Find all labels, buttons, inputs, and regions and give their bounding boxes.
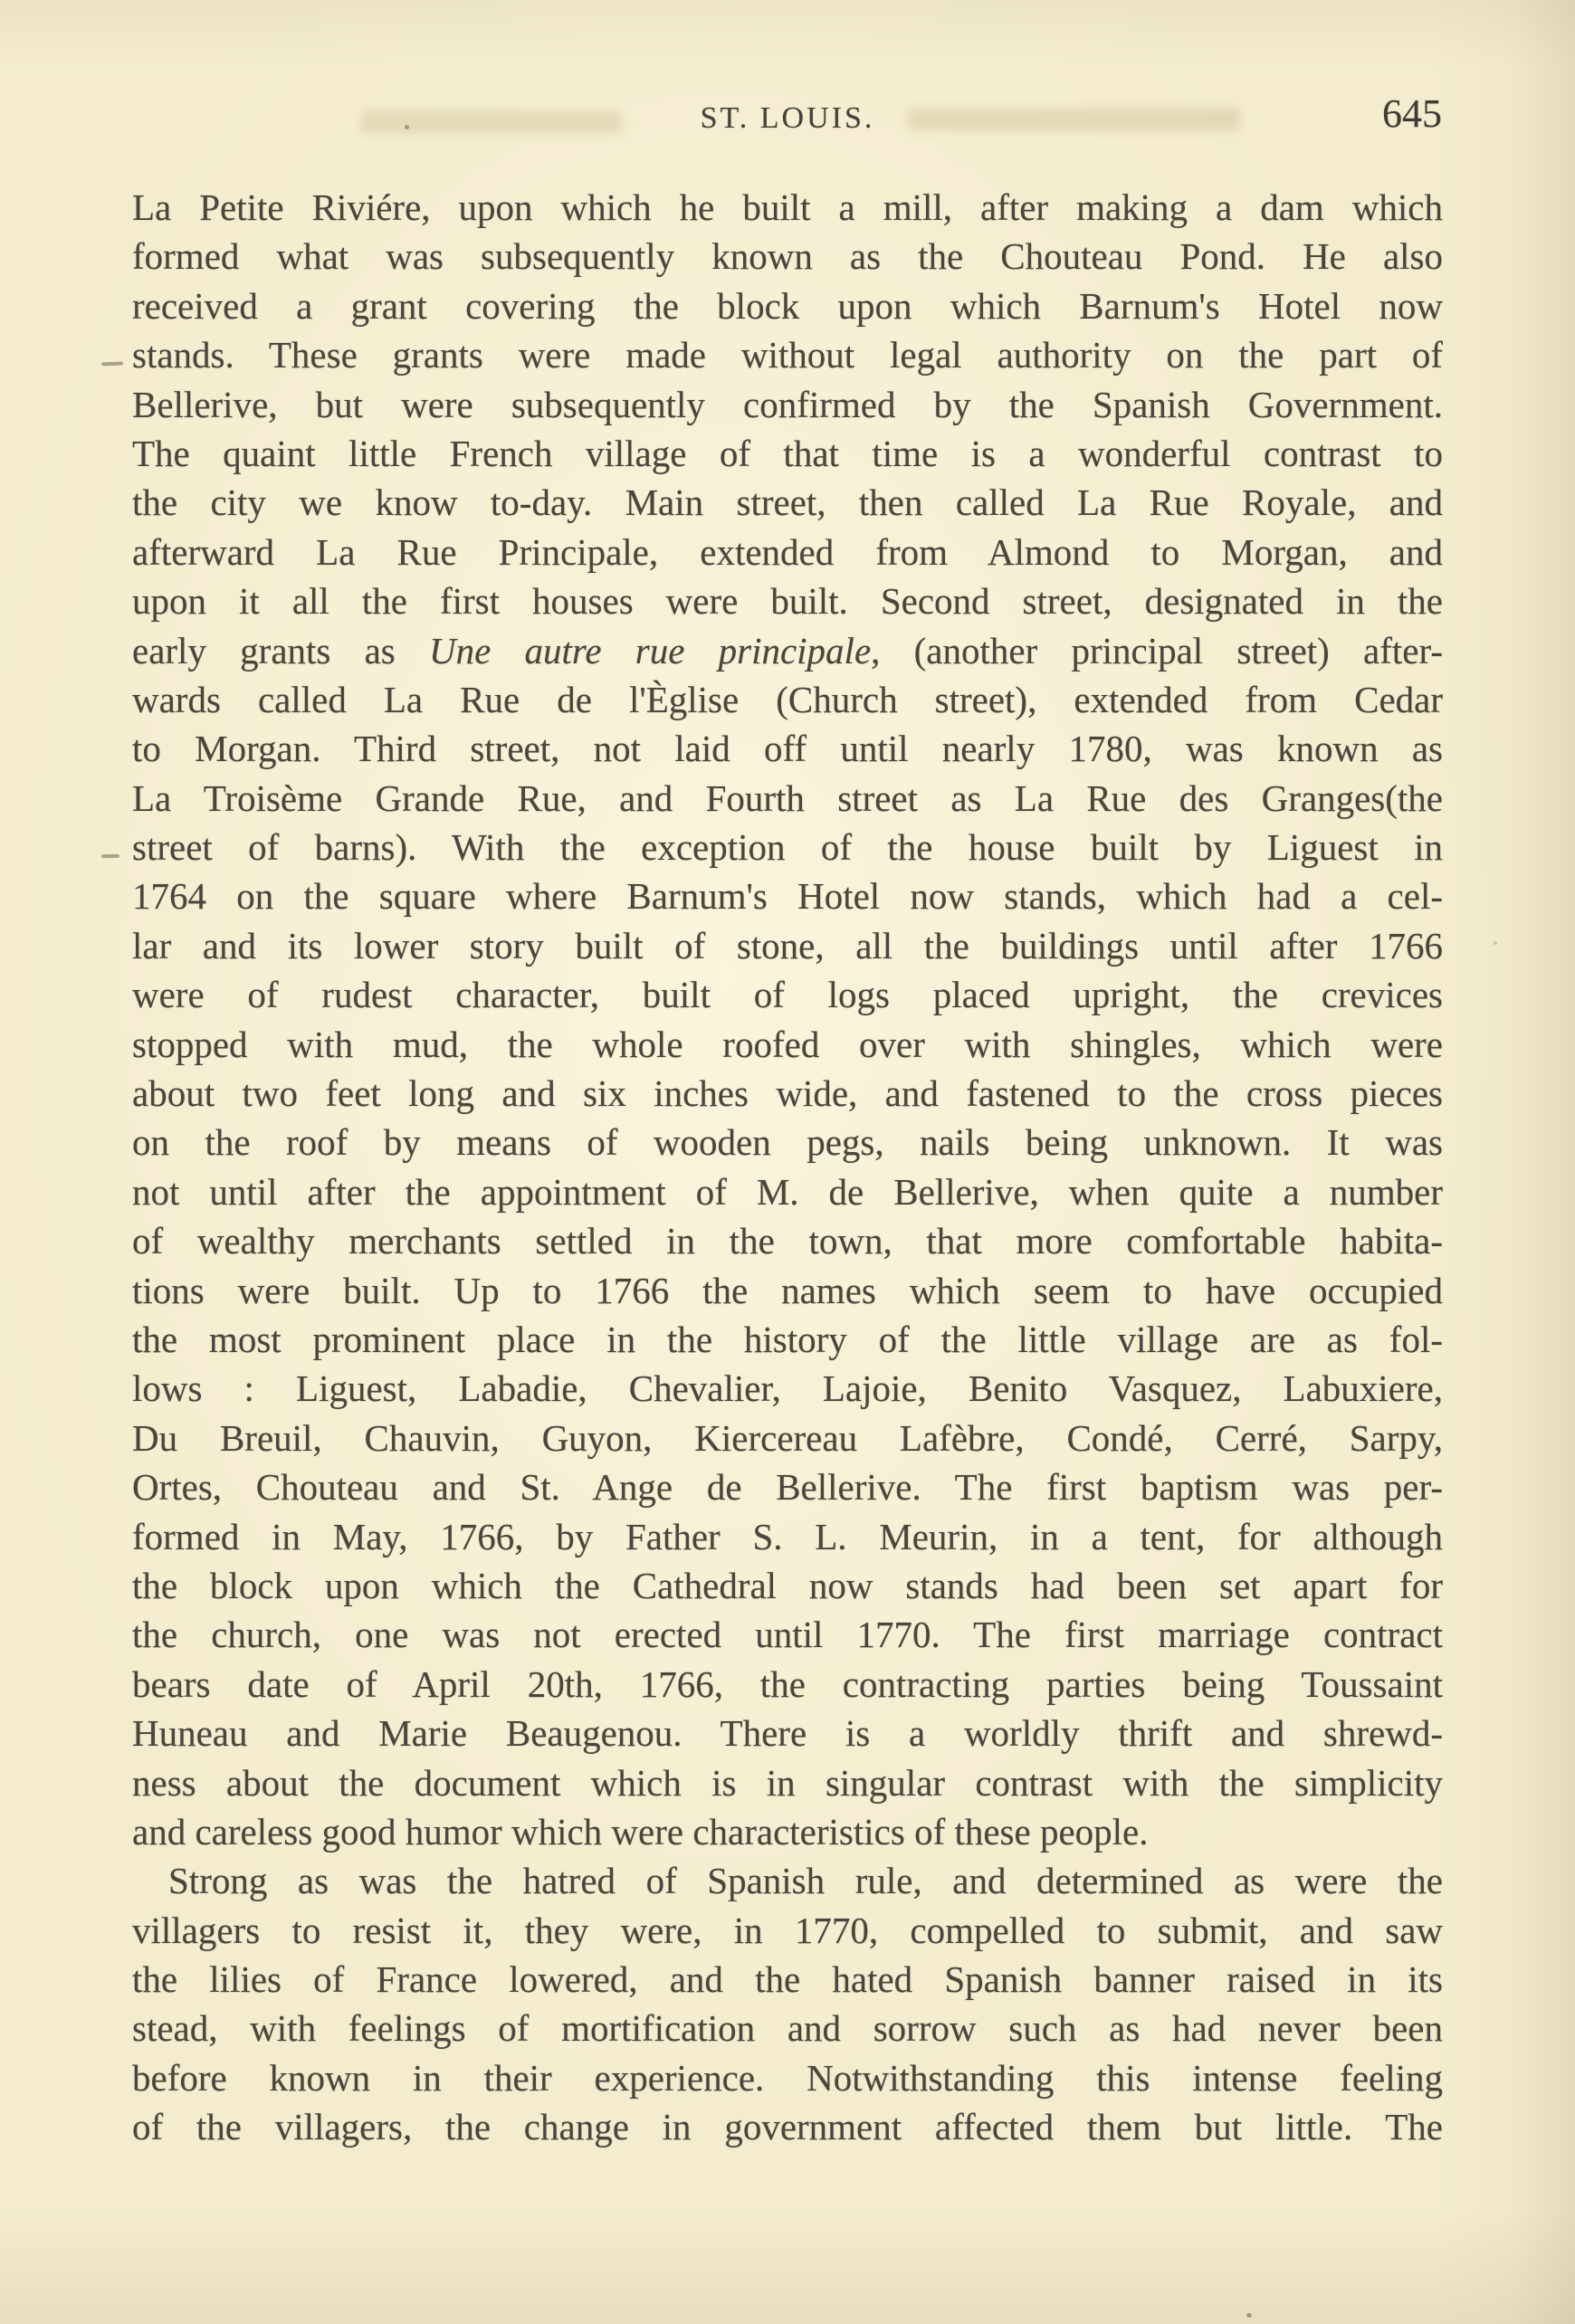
text-line	[132, 429, 1443, 478]
text-line	[132, 1610, 1443, 1659]
text-line	[132, 1364, 1443, 1413]
text-line	[132, 774, 1443, 823]
text-line	[132, 1856, 1443, 1905]
text-line	[132, 1069, 1443, 1118]
text-segment: the church, one was not erected until 1770. The first marriage contract	[132, 1614, 1443, 1656]
text-line	[132, 626, 1443, 675]
text-line	[132, 1315, 1443, 1364]
text-line	[132, 330, 1443, 379]
text-line	[132, 1266, 1443, 1315]
text-line	[132, 380, 1443, 429]
text-segment: formed in May, 1766, by Father S. L. Meurin, in a tent, for although	[132, 1515, 1443, 1557]
text-line	[132, 1561, 1443, 1610]
text-segment: , (another principal street) after-	[871, 629, 1443, 671]
text-segment: and careless good humor which were characteristics of these people.	[132, 1810, 1149, 1853]
text-segment: La Troisème Grande Rue, and Fourth street as La Rue des Granges(the	[132, 776, 1443, 819]
text-segment: Strong as was the hatred of Spanish rule, and determined as were the	[168, 1860, 1443, 1902]
text-segment: bears date of April 20th, 1766, the contracting parties being Toussaint	[132, 1662, 1443, 1705]
text-segment: villagers to resist it, they were, in 1770, compelled to submit, and saw	[132, 1909, 1443, 1951]
text-segment: street of barns). With the exception of the house built by Liguest in	[132, 826, 1443, 869]
text-line	[132, 1758, 1443, 1807]
text-segment: upon it all the first houses were built. Second street, designated in the	[132, 580, 1443, 623]
text-segment: tions were built. Up to 1766 the names which seem to have occupied	[132, 1269, 1443, 1311]
text-segment: not until after the appointment of M. de Bellerive, when quite a number	[132, 1170, 1443, 1213]
text-segment: early grants as	[132, 629, 429, 671]
text-line	[132, 281, 1443, 330]
text-line	[132, 1414, 1443, 1462]
text-line	[132, 1955, 1443, 2004]
ink-mark-artifact	[101, 362, 123, 367]
text-segment: stead, with feelings of mortification and sorrow such as had never been	[132, 2007, 1443, 2050]
text-line	[132, 528, 1443, 576]
text-segment: to Morgan. Third street, not laid off until nearly 1780, was known as	[132, 728, 1443, 770]
text-segment: the block upon which the Cathedral now stands had been set apart for	[132, 1564, 1443, 1606]
text-line	[132, 1216, 1443, 1265]
paper-speck-artifact	[1414, 751, 1418, 755]
text-segment: La Petite Riviére, upon which he built a mill, after making a dam which	[132, 186, 1443, 228]
text-line	[132, 872, 1443, 920]
text-segment: The quaint little French village of that time is a wonderful contrast to	[132, 432, 1443, 474]
text-line	[132, 1660, 1443, 1709]
text-segment: 1764 on the square where Barnum's Hotel now stands, which had a cel-	[132, 875, 1443, 918]
text-line	[132, 2053, 1443, 2102]
text-segment: stands. These grants were made without legal authority on the part of	[132, 334, 1443, 376]
text-segment: were of rudest character, built of logs placed upright, the crevices	[132, 974, 1443, 1016]
text-segment: Huneau and Marie Beaugenou. There is a worldly thrift and shrewd-	[132, 1712, 1443, 1755]
text-segment: ness about the document which is in singular contrast with the simplicity	[132, 1761, 1443, 1804]
text-line	[132, 576, 1443, 625]
text-line	[132, 1020, 1443, 1069]
text-line	[132, 1709, 1443, 1757]
text-line	[132, 1167, 1443, 1216]
text-segment: of the villagers, the change in government affected them but little. The	[132, 2106, 1443, 2148]
text-line	[132, 2004, 1443, 2053]
italic-text-segment: Une autre rue principale	[428, 629, 872, 671]
page-number: 645	[1382, 91, 1442, 136]
text-segment: formed what was subsequently known as the Chouteau Pond. He also	[132, 235, 1443, 278]
text-line	[132, 970, 1443, 1019]
text-line	[132, 724, 1443, 773]
text-segment: the city we know to-day. Main street, then called La Rue Royale, and	[132, 481, 1443, 524]
text-line	[132, 1807, 1443, 1856]
text-segment: Bellerive, but were subsequently confirmed by the Spanish Government.	[132, 383, 1443, 425]
text-line	[132, 1118, 1443, 1167]
ink-mark-artifact	[101, 854, 119, 858]
text-segment: the most prominent place in the history of the little village are as fol-	[132, 1318, 1443, 1360]
text-line	[132, 1906, 1443, 1955]
text-line	[132, 675, 1443, 724]
paper-speck-artifact	[1246, 2313, 1252, 2318]
text-segment: of wealthy merchants settled in the town, that more comfortable habita-	[132, 1220, 1443, 1262]
body-text	[132, 183, 1443, 2152]
text-line	[132, 1512, 1443, 1561]
text-line	[132, 1462, 1443, 1511]
running-head: ST. LOUIS.	[700, 101, 875, 135]
paper-speck-artifact	[1494, 941, 1497, 945]
text-line	[132, 183, 1443, 232]
text-segment: Ortes, Chouteau and St. Ange de Bellerive. The first baptism was per-	[132, 1466, 1443, 1509]
text-segment: wards called La Rue de l'Èglise (Church street), extended from Cedar	[132, 678, 1443, 720]
text-segment: the lilies of France lowered, and the hated Spanish banner raised in its	[132, 1958, 1443, 2001]
text-line	[132, 921, 1443, 970]
paper-speck-artifact	[405, 125, 409, 129]
text-segment: about two feet long and six inches wide, and fastened to the cross pieces	[132, 1072, 1443, 1115]
text-segment: stopped with mud, the whole roofed over with shingles, which were	[132, 1023, 1443, 1065]
text-segment: lows : Liguest, Labadie, Chevalier, Lajoie, Benito Vasquez, Labuxiere,	[132, 1367, 1443, 1410]
text-line	[132, 478, 1443, 527]
text-segment: Du Breuil, Chauvin, Guyon, Kiercereau Lafèbre, Condé, Cerré, Sarpy,	[132, 1416, 1443, 1459]
text-segment: afterward La Rue Principale, extended from Almond to Morgan, and	[132, 530, 1443, 573]
text-segment: lar and its lower story built of stone, all the buildings until after 1766	[132, 924, 1443, 967]
text-segment: received a grant covering the block upon which Barnum's Hotel now	[132, 284, 1443, 327]
text-segment: before known in their experience. Notwithstanding this intense feeling	[132, 2056, 1443, 2099]
text-line	[132, 232, 1443, 281]
text-line	[132, 823, 1443, 872]
text-segment: on the roof by means of wooden pegs, nails being unknown. It was	[132, 1121, 1443, 1164]
text-line	[132, 2102, 1443, 2151]
